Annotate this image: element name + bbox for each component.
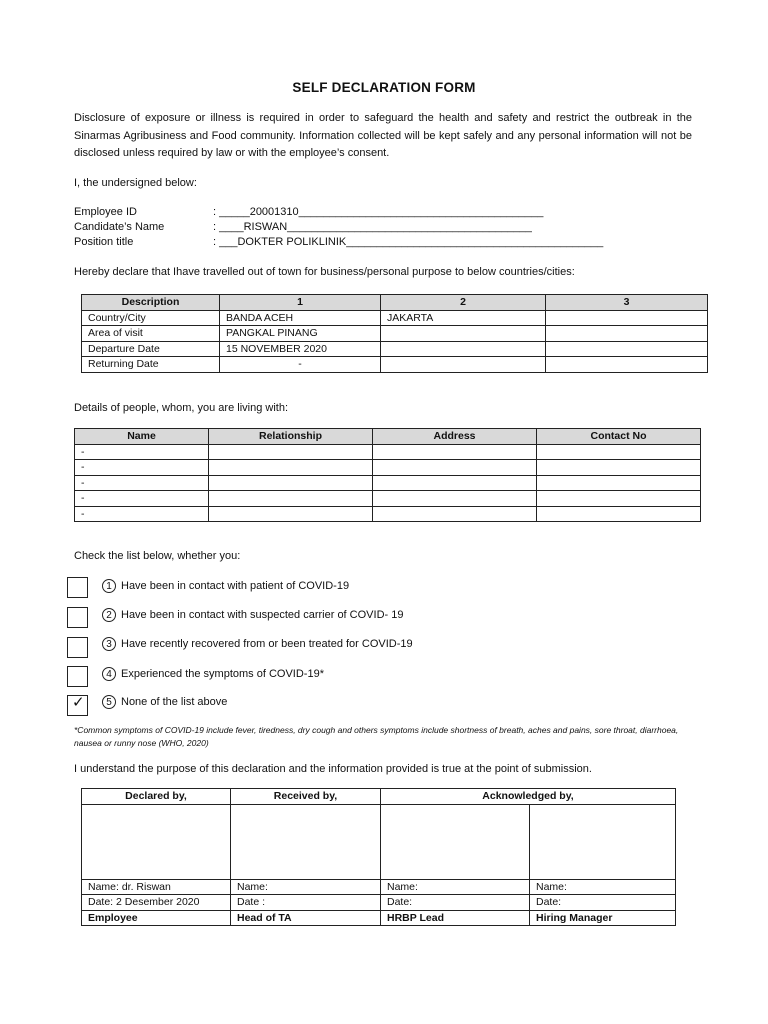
- position-title-value[interactable]: : ___DOKTER POLIKLINIK__________________________________________: [213, 236, 604, 248]
- table-cell[interactable]: [546, 326, 708, 342]
- table-cell[interactable]: [546, 357, 708, 373]
- checklist-item-3: [102, 637, 413, 651]
- undersigned-text: I, the undersigned below:: [74, 177, 197, 189]
- checklist-label: Have been in contact with patient of COVID-19: [121, 579, 350, 592]
- people-header-address: Address: [373, 429, 537, 445]
- people-header-relationship: Relationship: [209, 429, 373, 445]
- checklist-intro: Check the list below, whether you:: [74, 550, 241, 562]
- table-cell[interactable]: [537, 444, 701, 460]
- checklist-item-4: [102, 667, 324, 681]
- sig-header-acknowledged: Acknowledged by,: [381, 789, 676, 805]
- travel-header-1: 1: [220, 295, 381, 311]
- table-cell[interactable]: [209, 506, 373, 522]
- signature-box[interactable]: [231, 804, 381, 879]
- sig-date-cell[interactable]: Date: 2 Desember 2020: [82, 895, 231, 911]
- number-3-icon: 3: [102, 637, 116, 651]
- checkbox-1[interactable]: [67, 577, 88, 598]
- table-cell[interactable]: [546, 310, 708, 326]
- table-cell[interactable]: [373, 475, 537, 491]
- table-row: [75, 444, 701, 460]
- number-5-icon: 5: [102, 695, 116, 709]
- checklist-label: None of the list above: [121, 695, 228, 708]
- table-row: [82, 326, 708, 342]
- checklist-label: Experienced the symptoms of COVID-19*: [121, 667, 324, 680]
- table-cell[interactable]: [373, 491, 537, 507]
- table-cell[interactable]: JAKARTA: [381, 310, 546, 326]
- sig-header-declared: Declared by,: [82, 789, 231, 805]
- signature-table: [81, 788, 676, 926]
- employee-id-value[interactable]: : _____20001310________________________________________: [213, 206, 544, 218]
- table-cell[interactable]: PANGKAL PINANG: [220, 326, 381, 342]
- table-cell[interactable]: [373, 460, 537, 476]
- travel-statement: Hereby declare that Ihave travelled out of town for business/personal purpose to below countries/cities:: [74, 266, 575, 278]
- checkbox-2[interactable]: [67, 607, 88, 628]
- table-row: [82, 341, 708, 357]
- table-row: [82, 310, 708, 326]
- table-cell[interactable]: [209, 444, 373, 460]
- people-statement: Details of people, whom, you are living with:: [74, 402, 288, 414]
- sig-role-cell: Head of TA: [231, 910, 381, 926]
- signature-box[interactable]: [82, 804, 231, 879]
- table-cell[interactable]: -: [75, 506, 209, 522]
- travel-header-2: 2: [381, 295, 546, 311]
- candidate-name-label: Candidate’s Name: [74, 221, 165, 233]
- number-1-icon: 1: [102, 579, 116, 593]
- sig-date-cell[interactable]: Date:: [530, 895, 676, 911]
- row-label: Returning Date: [82, 357, 220, 373]
- table-cell[interactable]: [381, 341, 546, 357]
- table-row: [75, 491, 701, 507]
- table-cell[interactable]: [381, 326, 546, 342]
- table-cell[interactable]: [209, 460, 373, 476]
- sig-role-cell: Employee: [82, 910, 231, 926]
- table-cell[interactable]: -: [75, 444, 209, 460]
- candidate-name-value[interactable]: : ____RISWAN________________________________________: [213, 221, 532, 233]
- sig-name-cell[interactable]: Name:: [530, 879, 676, 895]
- table-row: [82, 910, 676, 926]
- sig-name-cell[interactable]: Name:: [381, 879, 530, 895]
- travel-header-3: 3: [546, 295, 708, 311]
- table-cell[interactable]: BANDA ACEH: [220, 310, 381, 326]
- sig-date-cell[interactable]: Date:: [381, 895, 530, 911]
- sig-role-cell: HRBP Lead: [381, 910, 530, 926]
- table-cell[interactable]: [209, 475, 373, 491]
- people-header-name: Name: [75, 429, 209, 445]
- sig-header-received: Received by,: [231, 789, 381, 805]
- checkbox-5[interactable]: [67, 695, 88, 716]
- signature-box[interactable]: [381, 804, 530, 879]
- table-cell[interactable]: [381, 357, 546, 373]
- table-cell[interactable]: -: [75, 460, 209, 476]
- table-row: [75, 460, 701, 476]
- table-row: [82, 357, 708, 373]
- position-title-label: Position title: [74, 236, 134, 248]
- row-label: Country/City: [82, 310, 220, 326]
- table-cell[interactable]: 15 NOVEMBER 2020: [220, 341, 381, 357]
- checkmark-icon: ✓: [72, 694, 85, 711]
- checklist-label: Have been in contact with suspected carrier of COVID- 19: [121, 608, 404, 621]
- table-cell[interactable]: [546, 341, 708, 357]
- table-cell[interactable]: -: [75, 475, 209, 491]
- table-cell[interactable]: -: [220, 357, 381, 373]
- page-title: SELF DECLARATION FORM: [292, 80, 476, 95]
- sig-role-cell: Hiring Manager: [530, 910, 676, 926]
- signature-box[interactable]: [530, 804, 676, 879]
- sig-name-cell[interactable]: Name:: [231, 879, 381, 895]
- sig-date-cell[interactable]: Date :: [231, 895, 381, 911]
- people-table: [74, 428, 701, 522]
- table-row: [75, 475, 701, 491]
- table-cell[interactable]: [537, 506, 701, 522]
- table-cell[interactable]: [537, 491, 701, 507]
- employee-id-label: Employee ID: [74, 206, 137, 218]
- table-cell[interactable]: -: [75, 491, 209, 507]
- row-label: Departure Date: [82, 341, 220, 357]
- checklist-item-1: [102, 579, 349, 593]
- table-cell[interactable]: [373, 506, 537, 522]
- checklist-item-5: [102, 695, 227, 709]
- sig-name-cell[interactable]: Name: dr. Riswan: [82, 879, 231, 895]
- intro-paragraph: Disclosure of exposure or illness is required in order to safeguard the health and safety and restrict the outbreak in the Sinarmas Agribusiness and Food community. Information collected will be kept safely and any personal information will not be disclosed unless required by law or with the employee’s consent.: [74, 112, 692, 159]
- checkbox-4[interactable]: [67, 666, 88, 687]
- travel-table: [81, 294, 708, 373]
- checkbox-3[interactable]: [67, 637, 88, 658]
- number-4-icon: 4: [102, 667, 116, 681]
- table-cell[interactable]: [537, 460, 701, 476]
- table-cell[interactable]: [209, 491, 373, 507]
- footnote: *Common symptoms of COVID-19 include fever, tiredness, dry cough and others symptoms include shortness of breath, aches and pains, sore throat, diarrhoea, nausea or runny nose (WHO, 2020): [74, 725, 679, 748]
- checklist-label: Have recently recovered from or been treated for COVID-19: [121, 637, 413, 650]
- checklist-item-2: [102, 608, 403, 622]
- table-cell[interactable]: [373, 444, 537, 460]
- people-header-contact: Contact No: [537, 429, 701, 445]
- understand-statement: I understand the purpose of this declaration and the information provided is true at the point of submission.: [74, 763, 592, 775]
- table-row: [82, 879, 676, 895]
- table-row: [82, 895, 676, 911]
- row-label: Area of visit: [82, 326, 220, 342]
- travel-header-description: Description: [82, 295, 220, 311]
- table-row: [75, 506, 701, 522]
- number-2-icon: 2: [102, 608, 116, 622]
- table-cell[interactable]: [537, 475, 701, 491]
